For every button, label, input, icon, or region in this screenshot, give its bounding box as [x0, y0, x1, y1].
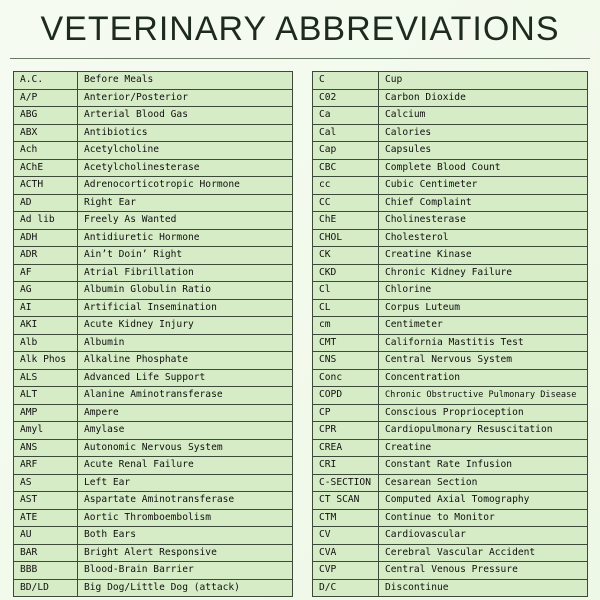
table-row: [14, 352, 293, 370]
table-row: [313, 562, 588, 580]
meaning-cell: Bright Alert Responsive: [78, 544, 293, 562]
meaning-cell: Acute Renal Failure: [78, 457, 293, 475]
table-row: [313, 247, 588, 265]
meaning-cell: Right Ear: [78, 194, 293, 212]
meaning-cell: Albumin: [78, 334, 293, 352]
table-row: [14, 492, 293, 510]
meaning-cell: Concentration: [379, 369, 588, 387]
abbreviation-cell: ChE: [313, 212, 379, 230]
abbreviation-cell: AMP: [14, 404, 78, 422]
meaning-cell: Continue to Monitor: [379, 509, 588, 527]
meaning-cell: Cup: [379, 72, 588, 90]
table-row: [313, 492, 588, 510]
meaning-cell: Discontinue: [379, 579, 588, 597]
table-row: [313, 194, 588, 212]
abbreviation-cell: CPR: [313, 422, 379, 440]
meaning-cell: Creatine Kinase: [379, 247, 588, 265]
abbreviation-cell: C-SECTION: [313, 474, 379, 492]
abbreviation-cell: ABX: [14, 124, 78, 142]
table-row: [14, 544, 293, 562]
meaning-cell: Capsules: [379, 142, 588, 160]
table-row: [313, 107, 588, 125]
abbreviation-cell: Cl: [313, 282, 379, 300]
table-row: [14, 142, 293, 160]
abbreviation-cell: CKD: [313, 264, 379, 282]
meaning-cell: Carbon Dioxide: [379, 89, 588, 107]
table-row: [313, 352, 588, 370]
meaning-cell: Both Ears: [78, 527, 293, 545]
meaning-cell: Artificial Insemination: [78, 299, 293, 317]
abbreviation-cell: ABG: [14, 107, 78, 125]
abbreviation-cell: CMT: [313, 334, 379, 352]
table-row: [313, 317, 588, 335]
table-row: [14, 212, 293, 230]
abbreviation-cell: C02: [313, 89, 379, 107]
table-row: [313, 89, 588, 107]
table-row: [313, 124, 588, 142]
meaning-cell: Big Dog/Little Dog (attack): [78, 579, 293, 597]
table-row: [14, 72, 293, 90]
meaning-cell: Corpus Luteum: [379, 299, 588, 317]
table-row: [313, 72, 588, 90]
meaning-cell: Acetylcholinesterase: [78, 159, 293, 177]
table-row: [14, 527, 293, 545]
abbreviation-cell: AU: [14, 527, 78, 545]
meaning-cell: Acute Kidney Injury: [78, 317, 293, 335]
table-row: [313, 212, 588, 230]
meaning-cell: Advanced Life Support: [78, 369, 293, 387]
table-row: [14, 317, 293, 335]
meaning-cell: Creatine: [379, 439, 588, 457]
table-row: [313, 457, 588, 475]
meaning-cell: Amylase: [78, 422, 293, 440]
abbreviation-cell: CTM: [313, 509, 379, 527]
abbreviation-cell: CHOL: [313, 229, 379, 247]
abbreviation-cell: CV: [313, 527, 379, 545]
table-row: [313, 527, 588, 545]
table-row: [14, 299, 293, 317]
abbreviation-cell: AD: [14, 194, 78, 212]
meaning-cell: Arterial Blood Gas: [78, 107, 293, 125]
meaning-cell: Albumin Globulin Ratio: [78, 282, 293, 300]
meaning-cell: Left Ear: [78, 474, 293, 492]
abbreviation-cell: ALS: [14, 369, 78, 387]
meaning-cell: Blood-Brain Barrier: [78, 562, 293, 580]
meaning-cell: Cardiopulmonary Resuscitation: [379, 422, 588, 440]
abbreviation-cell: ARF: [14, 457, 78, 475]
table-row: [14, 562, 293, 580]
table-row: [14, 457, 293, 475]
abbreviation-cell: Ad lib: [14, 212, 78, 230]
meaning-cell: Antidiuretic Hormone: [78, 229, 293, 247]
abbreviation-cell: CNS: [313, 352, 379, 370]
abbreviation-cell: A/P: [14, 89, 78, 107]
meaning-cell: Freely As Wanted: [78, 212, 293, 230]
table-row: [313, 439, 588, 457]
table-row: [14, 422, 293, 440]
abbreviation-cell: C: [313, 72, 379, 90]
page-title: VETERINARY ABBREVIATIONS: [40, 10, 560, 48]
abbreviation-cell: Cap: [313, 142, 379, 160]
abbreviation-cell: CT SCAN: [313, 492, 379, 510]
title-divider: [10, 58, 590, 59]
abbreviation-cell: CRI: [313, 457, 379, 475]
table-row: [14, 247, 293, 265]
abbreviation-cell: ACTH: [14, 177, 78, 195]
abbreviation-cell: CREA: [313, 439, 379, 457]
abbreviation-cell: cc: [313, 177, 379, 195]
meaning-cell: Adrenocorticotropic Hormone: [78, 177, 293, 195]
meaning-cell: Aortic Thromboembolism: [78, 509, 293, 527]
table-row: [14, 404, 293, 422]
abbreviation-cell: AST: [14, 492, 78, 510]
abbreviation-cell: BAR: [14, 544, 78, 562]
table-row: [14, 439, 293, 457]
table-row: [14, 474, 293, 492]
abbreviation-cell: AG: [14, 282, 78, 300]
abbreviation-cell: Alb: [14, 334, 78, 352]
table-row: [313, 177, 588, 195]
abbreviation-cell: AS: [14, 474, 78, 492]
table-row: [313, 422, 588, 440]
meaning-cell: Alkaline Phosphate: [78, 352, 293, 370]
abbreviation-cell: AChE: [14, 159, 78, 177]
meaning-cell: Centimeter: [379, 317, 588, 335]
abbreviation-cell: Ca: [313, 107, 379, 125]
meaning-cell: California Mastitis Test: [379, 334, 588, 352]
table-row: [313, 509, 588, 527]
abbreviation-cell: ATE: [14, 509, 78, 527]
meaning-cell: Autonomic Nervous System: [78, 439, 293, 457]
meaning-cell: Cardiovascular: [379, 527, 588, 545]
abbreviation-cell: Amyl: [14, 422, 78, 440]
table-row: [14, 177, 293, 195]
abbreviation-cell: CBC: [313, 159, 379, 177]
meaning-cell: Calories: [379, 124, 588, 142]
table-row: [14, 579, 293, 597]
abbreviation-cell: D/C: [313, 579, 379, 597]
abbreviations-table-left: [13, 71, 293, 597]
meaning-cell: Before Meals: [78, 72, 293, 90]
abbreviation-cell: CP: [313, 404, 379, 422]
table-row: [313, 579, 588, 597]
meaning-cell: Conscious Proprioception: [379, 404, 588, 422]
table-row: [313, 369, 588, 387]
abbreviation-cell: ADH: [14, 229, 78, 247]
table-row: [14, 159, 293, 177]
abbreviation-cell: A.C.: [14, 72, 78, 90]
abbreviation-cell: CVP: [313, 562, 379, 580]
table-row: [14, 194, 293, 212]
table-row: [313, 387, 588, 405]
table-row: [14, 264, 293, 282]
meaning-cell: Computed Axial Tomography: [379, 492, 588, 510]
table-row: [14, 509, 293, 527]
table-row: [14, 124, 293, 142]
abbreviations-table-right: [312, 71, 588, 597]
meaning-cell: Ain’t Doin’ Right: [78, 247, 293, 265]
abbreviation-cell: ALT: [14, 387, 78, 405]
abbreviation-cell: CL: [313, 299, 379, 317]
abbreviation-cell: Conc: [313, 369, 379, 387]
meaning-cell: Cubic Centimeter: [379, 177, 588, 195]
meaning-cell: Cholinesterase: [379, 212, 588, 230]
table-row: [313, 142, 588, 160]
abbreviation-cell: Ach: [14, 142, 78, 160]
table-row: [313, 159, 588, 177]
meaning-cell: Central Nervous System: [379, 352, 588, 370]
table-row: [313, 299, 588, 317]
table-row: [14, 107, 293, 125]
table-row: [14, 334, 293, 352]
meaning-cell: Chlorine: [379, 282, 588, 300]
meaning-cell: Ampere: [78, 404, 293, 422]
table-row: [313, 334, 588, 352]
meaning-cell: Cesarean Section: [379, 474, 588, 492]
abbreviation-cell: ANS: [14, 439, 78, 457]
meaning-cell: Central Venous Pressure: [379, 562, 588, 580]
table-row: [14, 282, 293, 300]
meaning-cell: Alanine Aminotransferase: [78, 387, 293, 405]
table-row: [313, 404, 588, 422]
meaning-cell: Chronic Obstructive Pulmonary Disease: [379, 387, 588, 405]
abbreviation-cell: BBB: [14, 562, 78, 580]
table-row: [313, 474, 588, 492]
abbreviation-cell: CVA: [313, 544, 379, 562]
table-row: [14, 369, 293, 387]
table-row: [14, 89, 293, 107]
abbreviation-cell: BD/LD: [14, 579, 78, 597]
abbreviation-cell: CK: [313, 247, 379, 265]
abbreviation-cell: COPD: [313, 387, 379, 405]
table-row: [313, 229, 588, 247]
abbreviation-cell: AI: [14, 299, 78, 317]
meaning-cell: Atrial Fibrillation: [78, 264, 293, 282]
abbreviation-cell: Cal: [313, 124, 379, 142]
meaning-cell: Complete Blood Count: [379, 159, 588, 177]
table-row: [313, 264, 588, 282]
meaning-cell: Antibiotics: [78, 124, 293, 142]
abbreviation-cell: Alk Phos: [14, 352, 78, 370]
table-row: [14, 229, 293, 247]
meaning-cell: Chief Complaint: [379, 194, 588, 212]
table-row: [14, 387, 293, 405]
meaning-cell: Anterior/Posterior: [78, 89, 293, 107]
abbreviation-cell: CC: [313, 194, 379, 212]
meaning-cell: Calcium: [379, 107, 588, 125]
meaning-cell: Cerebral Vascular Accident: [379, 544, 588, 562]
meaning-cell: Acetylcholine: [78, 142, 293, 160]
meaning-cell: Aspartate Aminotransferase: [78, 492, 293, 510]
meaning-cell: Constant Rate Infusion: [379, 457, 588, 475]
abbreviation-cell: AKI: [14, 317, 78, 335]
meaning-cell: Chronic Kidney Failure: [379, 264, 588, 282]
abbreviation-cell: AF: [14, 264, 78, 282]
abbreviation-cell: cm: [313, 317, 379, 335]
table-row: [313, 544, 588, 562]
meaning-cell: Cholesterol: [379, 229, 588, 247]
abbreviation-cell: ADR: [14, 247, 78, 265]
table-row: [313, 282, 588, 300]
